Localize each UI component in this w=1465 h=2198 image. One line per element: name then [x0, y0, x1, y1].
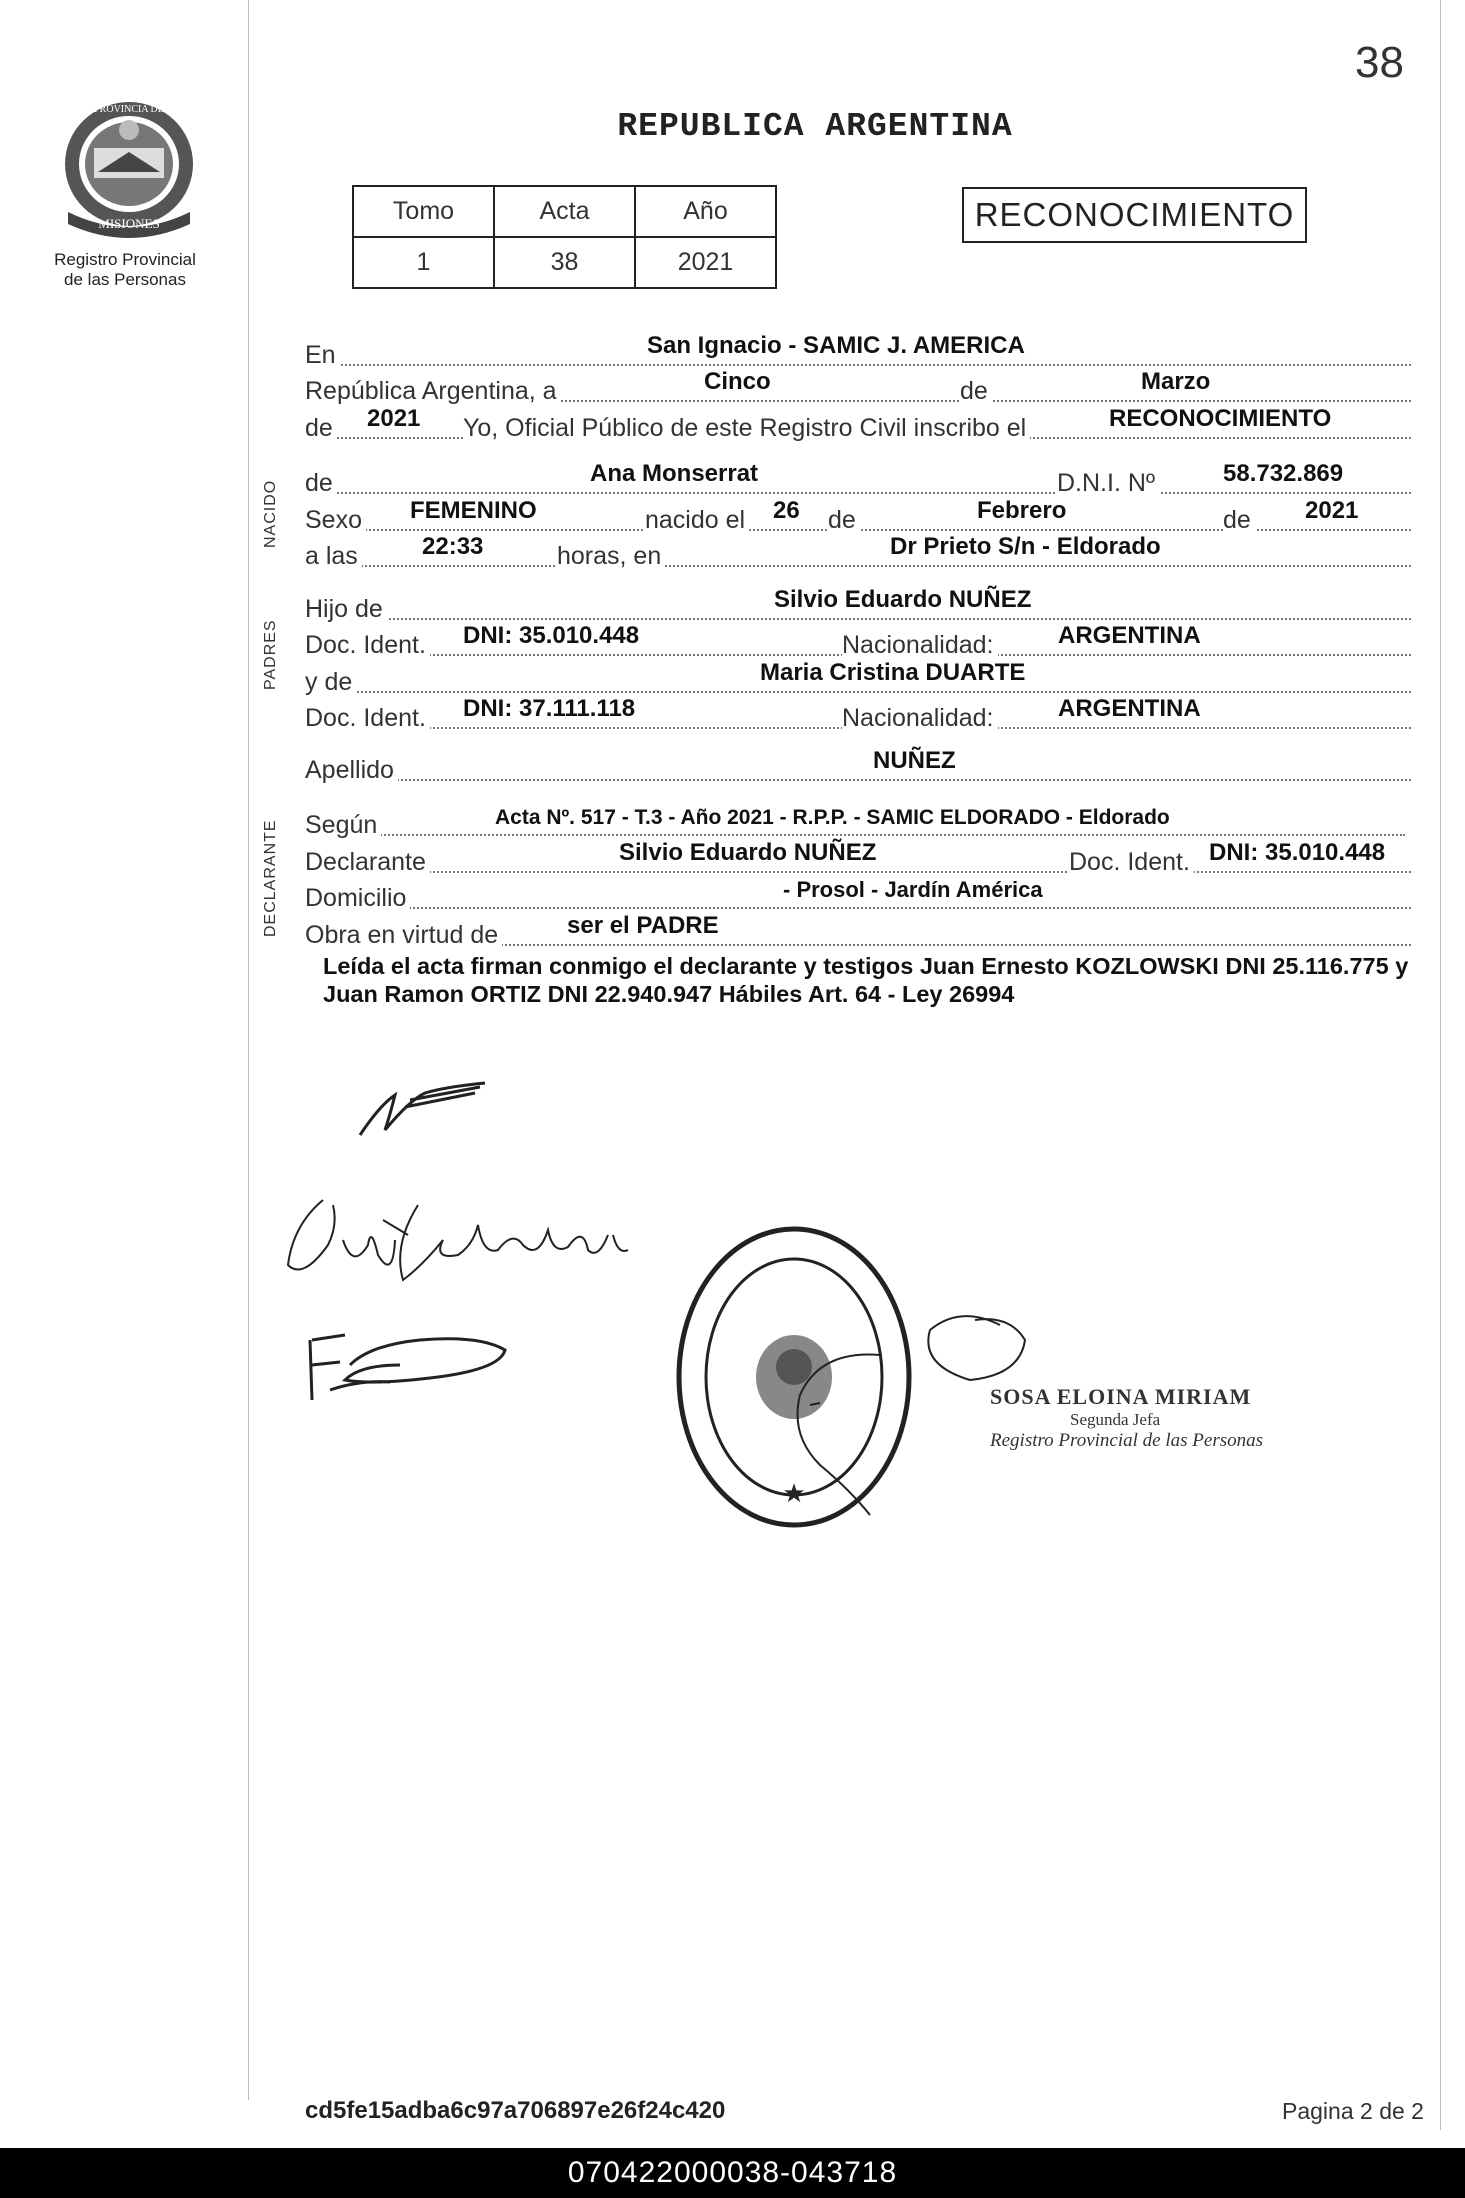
right-margin-rule	[1440, 0, 1441, 2130]
value-declarante: Silvio Eduardo NUÑEZ	[619, 839, 877, 866]
value-apellido: NUÑEZ	[873, 747, 956, 774]
label-de-nombre: de	[305, 469, 337, 498]
value-mes: Marzo	[1141, 368, 1211, 395]
signature-officer	[350, 1075, 500, 1145]
value-madre: Maria Cristina DUARTE	[760, 659, 1026, 686]
logo-caption	[30, 250, 220, 290]
svg-text:PROVINCIA DE: PROVINCIA DE	[94, 104, 164, 115]
label-de-anio-nac: de	[1223, 506, 1255, 535]
signer-role: Segunda Jefa	[1070, 1410, 1161, 1429]
value-inscribe: RECONOCIMIENTO	[1109, 405, 1332, 432]
value-anio: 2021	[367, 405, 421, 432]
form-row-en	[305, 330, 1411, 370]
form-row-nombre	[305, 458, 1411, 498]
form-row-madre	[305, 657, 1411, 697]
pagination: Pagina 2 de 2	[1282, 2098, 1424, 2124]
label-oficial: Yo, Oficial Público de este Registro Civil inscribo el	[463, 414, 1030, 443]
form-row-sexo	[305, 495, 1411, 535]
value-anio-nacimiento: 2021	[1305, 497, 1359, 524]
label-nacionalidad-madre: Nacionalidad:	[842, 704, 998, 733]
label-obra: Obra en virtud de	[305, 921, 502, 950]
value-nacionalidad-madre: ARGENTINA	[1058, 695, 1201, 722]
form-row-apellido	[305, 745, 1411, 785]
form-row-domicilio	[305, 873, 1411, 913]
document-hash: cd5fe15adba6c97a706897e26f24c420	[305, 2097, 726, 2124]
value-dni: 58.732.869	[1223, 460, 1344, 487]
value-nombre: Ana Monserrat	[590, 460, 759, 487]
section-label-declarante: DECLARANTE	[262, 819, 279, 937]
value-dia-nacimiento: 26	[773, 497, 800, 524]
form-row-hora	[305, 531, 1411, 571]
form-row-hijo	[305, 584, 1411, 624]
value-hora: 22:33	[422, 533, 484, 560]
label-doc-ident-declarante: Doc. Ident.	[1069, 848, 1194, 877]
label-doc-ident-madre: Doc. Ident.	[305, 704, 430, 733]
province-seal-logo	[58, 92, 200, 242]
label-nacionalidad-padre: Nacionalidad:	[842, 631, 998, 660]
value-sexo: FEMENINO	[410, 497, 537, 524]
signer-block	[990, 1384, 1263, 1452]
form-row-segun	[305, 800, 1411, 840]
form-row-inscripcion	[305, 403, 1411, 443]
barcode-number-bar: 070422000038-043718	[0, 2148, 1465, 2198]
table-value-tomo: 1	[353, 237, 494, 288]
value-mes-nacimiento: Febrero	[977, 497, 1067, 524]
logo-caption-line2: de las Personas	[64, 270, 186, 289]
form-row-fecha	[305, 366, 1411, 406]
page-number: 38	[1355, 38, 1404, 87]
label-apellido: Apellido	[305, 756, 398, 785]
page-title: REPUBLICA ARGENTINA	[617, 108, 1013, 145]
registry-table	[352, 185, 777, 289]
label-horas-en: horas, en	[557, 542, 665, 571]
section-label-padres: PADRES	[262, 619, 279, 690]
label-declarante: Declarante	[305, 848, 430, 877]
value-dni-declarante: DNI: 35.010.448	[1209, 839, 1386, 866]
value-nacionalidad-padre: ARGENTINA	[1058, 622, 1201, 649]
table-value-ano: 2021	[635, 237, 776, 288]
table-value-acta: 38	[494, 237, 635, 288]
closing-statement: Leída el acta firman conmigo el declarante y testigos Juan Ernesto KOZLOWSKI DNI 25.116.775 y Juan Ramon ORTIZ DNI 22.940.947 Hábiles Art. 64 - Ley 26994	[323, 953, 1409, 1007]
label-nacido-el: nacido el	[645, 506, 749, 535]
section-label-nacido: NACIDO	[262, 479, 279, 548]
table-header-acta: Acta	[494, 186, 635, 237]
value-padre: Silvio Eduardo NUÑEZ	[774, 586, 1032, 613]
value-dia: Cinco	[704, 368, 771, 395]
label-sexo: Sexo	[305, 506, 366, 535]
value-segun: Acta Nº. 517 - T.3 - Año 2021 - R.P.P. - SAMIC ELDORADO - Eldorado	[495, 806, 1170, 829]
table-header-tomo: Tomo	[353, 186, 494, 237]
form-row-declarante	[305, 837, 1411, 877]
form-row-doc-padre	[305, 620, 1411, 660]
value-dni-madre: DNI: 37.111.118	[463, 695, 636, 722]
label-segun: Según	[305, 811, 381, 840]
value-dni-padre: DNI: 35.010.448	[463, 622, 640, 649]
value-domicilio: - Prosol - Jardín América	[783, 877, 1043, 902]
svg-text:★: ★	[782, 1478, 806, 1508]
signature-witness-kozlowski	[300, 1310, 520, 1410]
label-y-de: y de	[305, 668, 356, 697]
label-hijo-de: Hijo de	[305, 595, 387, 624]
act-type-box: RECONOCIMIENTO	[962, 187, 1307, 243]
svg-text:MISIONES: MISIONES	[98, 216, 160, 231]
label-de-mes: de	[828, 506, 860, 535]
value-lugar: San Ignacio - SAMIC J. AMERICA	[647, 332, 1025, 359]
value-obra: ser el PADRE	[567, 912, 719, 939]
label-republica: República Argentina, a	[305, 377, 561, 406]
label-dni: D.N.I. Nº	[1057, 469, 1159, 498]
form-row-doc-madre	[305, 693, 1411, 733]
label-doc-ident-padre: Doc. Ident.	[305, 631, 430, 660]
signer-org: Registro Provincial de las Personas	[990, 1430, 1264, 1451]
value-lugar-nacimiento: Dr Prieto S/n - Eldorado	[890, 533, 1161, 560]
label-domicilio: Domicilio	[305, 884, 410, 913]
signature-witness-ortiz	[283, 1185, 653, 1305]
table-header-ano: Año	[635, 186, 776, 237]
logo-caption-line1: Registro Provincial	[54, 250, 196, 269]
label-de: de	[960, 377, 992, 406]
label-de-anio: de	[305, 414, 337, 443]
form-row-obra	[305, 910, 1411, 950]
label-en: En	[305, 341, 340, 370]
margin-rule	[248, 0, 249, 2100]
label-a-las: a las	[305, 542, 362, 571]
signer-name: SOSA ELOINA MIRIAM	[990, 1384, 1252, 1409]
